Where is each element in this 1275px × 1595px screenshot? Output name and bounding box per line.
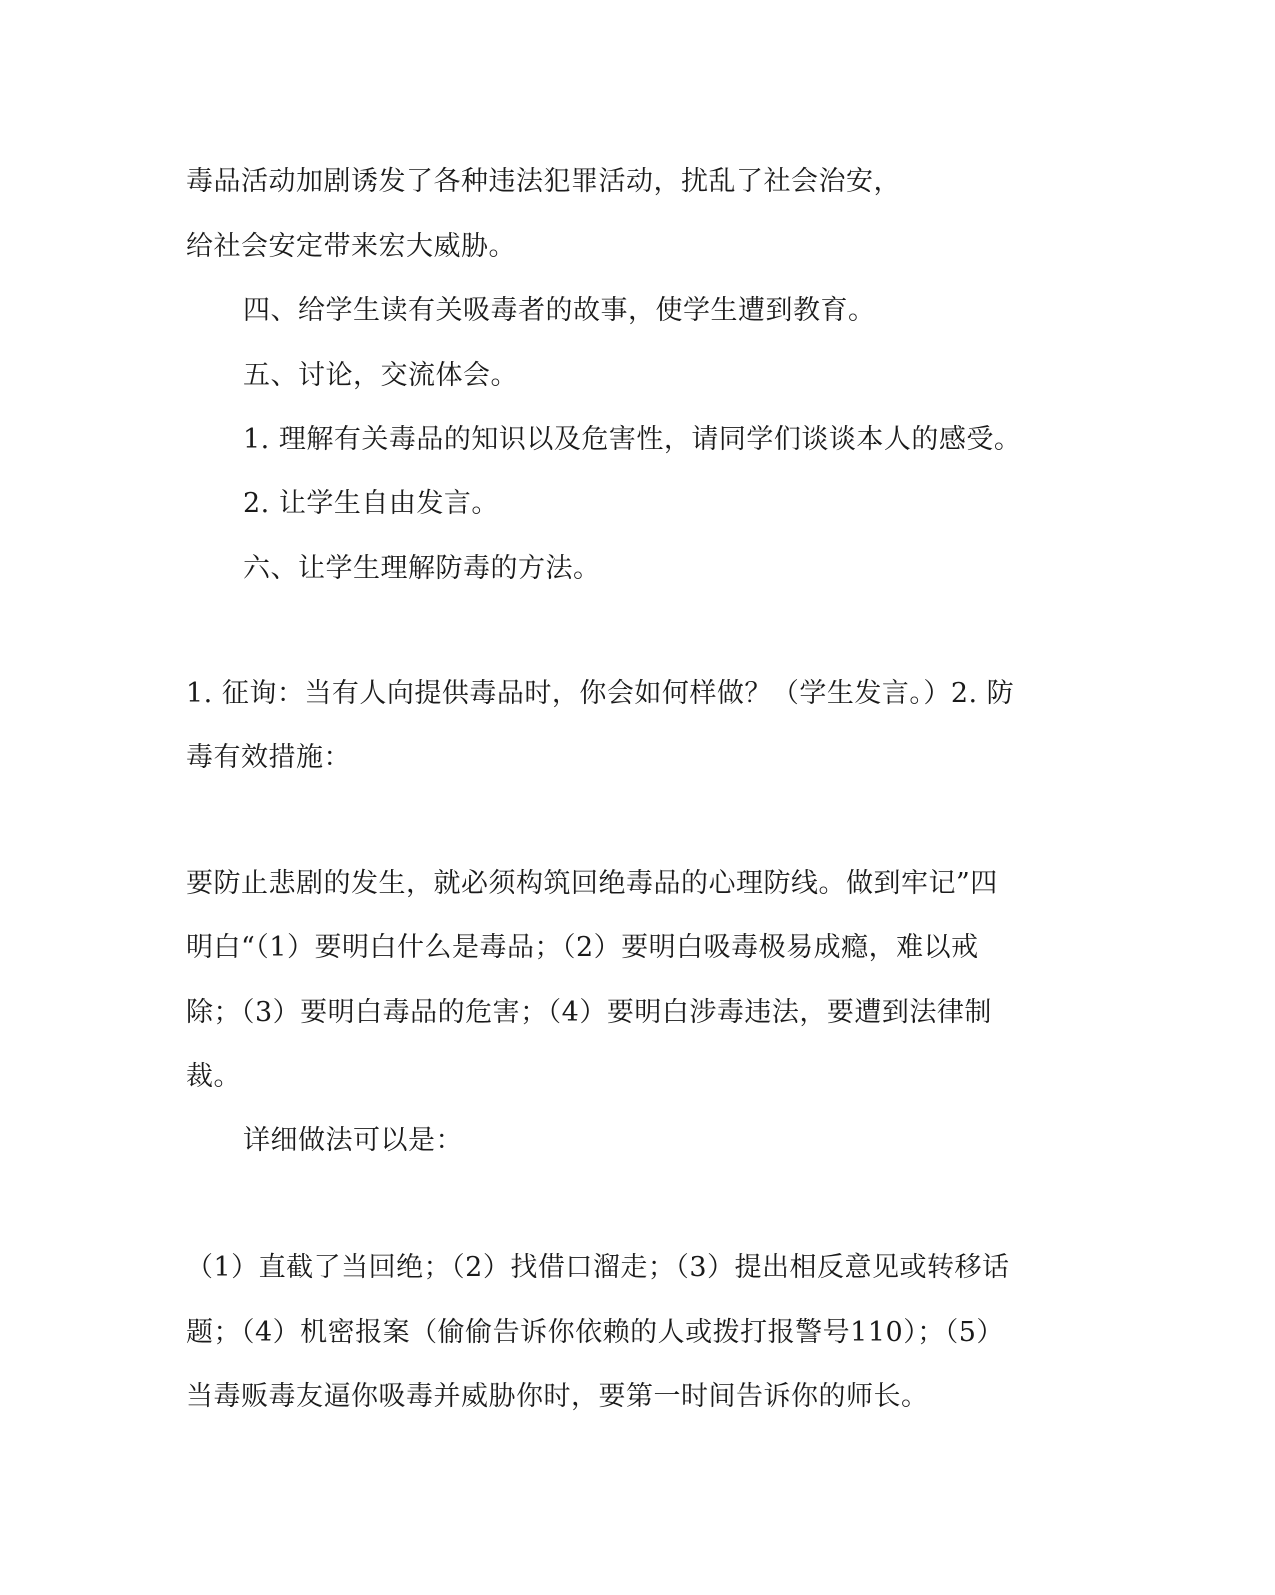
paragraph-line: 题；（4）机密报案（偷偷告诉你依赖的人或拨打报警号110）；（5） [186, 1317, 1004, 1348]
paragraph-line: 毒品活动加剧诱发了各种违法犯罪活动，扰乱了社会治安， [186, 166, 901, 197]
paragraph-line: 裁。 [186, 1061, 241, 1092]
paragraph-line: 要防止悲剧的发生，就必须构筑回绝毒品的心理防线。做到牢记”四 [186, 868, 998, 899]
section-heading: 五、讨论，交流体会。 [243, 360, 518, 391]
paragraph-line: 1. 征询：当有人向提供毒品时，你会如何样做？（学生发言。）2. 防 [186, 678, 1015, 709]
paragraph-line: 当毒贩毒友逼你吸毒并威胁你时，要第一时间告诉你的师长。 [186, 1381, 929, 1412]
paragraph-line: （1）直截了当回绝；（2）找借口溜走；（3）提出相反意见或转移话 [186, 1252, 1010, 1283]
list-item: 2. 让学生自由发言。 [243, 488, 499, 519]
list-item: 1. 理解有关毒品的知识以及危害性，请同学们谈谈本人的感受。 [243, 424, 1022, 455]
paragraph-line: 详细做法可以是： [243, 1125, 463, 1156]
section-heading: 四、给学生读有关吸毒者的故事，使学生遭到教育。 [243, 295, 876, 326]
section-heading: 六、让学生理解防毒的方法。 [243, 553, 601, 584]
paragraph-line: 毒有效措施： [186, 742, 351, 773]
paragraph-line: 明白“（1）要明白什么是毒品；（2）要明白吸毒极易成瘾，难以戒 [186, 932, 979, 963]
paragraph-line: 除；（3）要明白毒品的危害；（4）要明白涉毒违法，要遭到法律制 [186, 997, 992, 1028]
paragraph-line: 给社会安定带来宏大威胁。 [186, 231, 516, 262]
